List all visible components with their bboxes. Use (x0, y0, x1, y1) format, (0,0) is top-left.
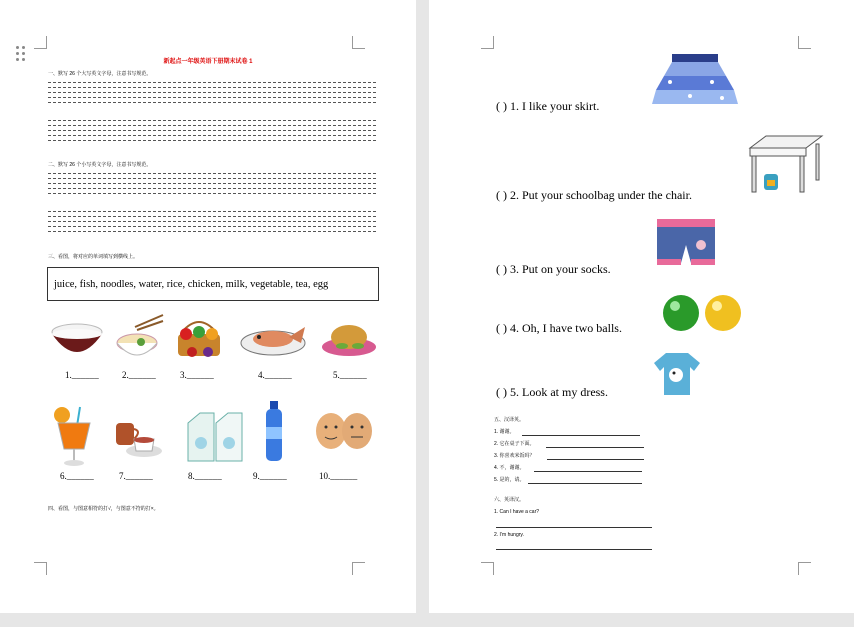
answer-line[interactable] (496, 549, 652, 550)
answer-blank[interactable]: 4.______ (258, 370, 292, 380)
milk-cartons-icon (186, 411, 246, 463)
tea-set-icon (112, 413, 166, 463)
vegetable-basket-icon (172, 312, 226, 362)
crop-mark (352, 562, 365, 575)
crop-mark (481, 36, 494, 49)
writing-lines (48, 211, 376, 236)
crop-mark (352, 36, 365, 49)
section-3-heading: 三、看图，将对应的单词填写到横线上。 (48, 254, 139, 260)
section-6-heading: 六、英译汉。 (494, 497, 525, 503)
writing-lines (48, 82, 376, 107)
eggs-icon (313, 411, 377, 451)
english-item: 2. I’m hungry. (494, 532, 524, 538)
word-bank-box: juice, fish, noodles, water, rice, chicken, milk, vegetable, tea, egg (47, 267, 379, 301)
translate-item: 5. 是的，请。 (494, 477, 525, 483)
answer-line[interactable] (546, 447, 644, 448)
question-3[interactable]: ( ) 3. Put on your socks. (496, 262, 611, 276)
juice-glass-icon (50, 405, 98, 467)
crop-mark (34, 562, 47, 575)
writing-lines (48, 173, 376, 198)
answer-blank[interactable]: 2.______ (122, 370, 156, 380)
translate-item: 4. 不，谢谢。 (494, 465, 525, 471)
right-page (429, 0, 854, 613)
crop-mark (34, 36, 47, 49)
water-bottle-icon (262, 401, 286, 463)
shorts-icon (655, 217, 717, 273)
answer-blank[interactable]: 10.______ (319, 471, 358, 481)
question-1[interactable]: ( ) 1. I like your skirt. (496, 99, 600, 113)
noodles-bowl-icon (115, 313, 165, 363)
two-balls-icon (662, 293, 742, 333)
answer-line[interactable] (522, 435, 640, 436)
crop-mark (798, 562, 811, 575)
rice-bowl-icon (48, 318, 106, 364)
question-4[interactable]: ( ) 4. Oh, I have two balls. (496, 321, 622, 335)
chair-schoolbag-icon (746, 134, 824, 196)
question-2[interactable]: ( ) 2. Put your schoolbag under the chair. (496, 188, 692, 202)
section-1-heading: 一、默写 26 个大写英文字母，注意书写规范。 (48, 71, 152, 77)
answer-blank[interactable]: 9.______ (253, 471, 287, 481)
answer-line[interactable] (496, 527, 652, 528)
translate-item: 3. 你喜欢米饭吗？ (494, 453, 535, 459)
fish-plate-icon (239, 313, 309, 361)
english-item: 1. Can I have a car? (494, 509, 540, 515)
crop-mark (481, 562, 494, 575)
left-page (0, 0, 416, 613)
answer-blank[interactable]: 3.______ (180, 370, 214, 380)
answer-blank[interactable]: 7.______ (119, 471, 153, 481)
roast-chicken-icon (320, 315, 378, 359)
section-2-heading: 二、默写 26 个小写英文字母，注意书写规范。 (48, 162, 152, 168)
answer-line[interactable] (547, 459, 644, 460)
answer-line[interactable] (528, 483, 642, 484)
tshirt-icon (654, 351, 700, 397)
writing-lines (48, 120, 376, 145)
answer-blank[interactable]: 1.______ (65, 370, 99, 380)
skirt-icon (650, 52, 740, 106)
answer-blank[interactable]: 6.______ (60, 471, 94, 481)
section-5-heading: 五、汉译英。 (494, 417, 525, 423)
section-4-heading: 四、看图，与图意相符的打√，与图意不符的打×。 (48, 506, 159, 512)
answer-blank[interactable]: 5.______ (333, 370, 367, 380)
crop-mark (798, 36, 811, 49)
translate-item: 2. 它在桌子下面。 (494, 441, 535, 447)
page-title: 新起点一年级英语下册期末试卷 1 (163, 59, 253, 65)
question-5[interactable]: ( ) 5. Look at my dress. (496, 385, 608, 399)
answer-blank[interactable]: 8.______ (188, 471, 222, 481)
answer-line[interactable] (534, 471, 642, 472)
translate-item: 1. 谢谢。 (494, 429, 515, 435)
